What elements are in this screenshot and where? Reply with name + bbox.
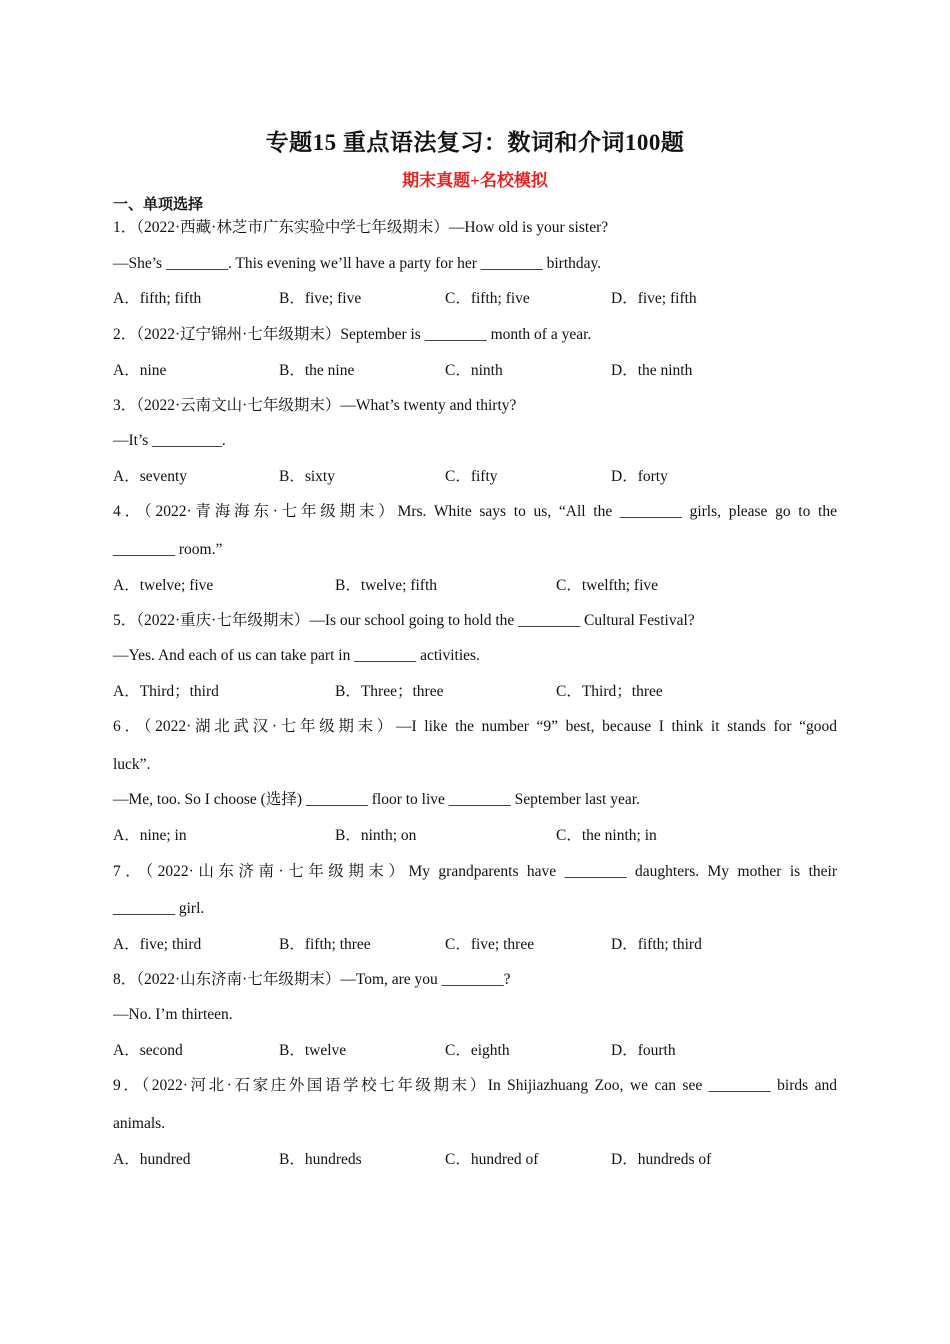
question-9-line-2: animals.: [113, 1115, 166, 1132]
question-3-option-c: C．fifty: [445, 468, 498, 485]
question-2-option-d: D．the ninth: [611, 362, 693, 379]
question-2-option-c: C．ninth: [445, 362, 503, 379]
question-4-line-2: ________ room.”: [113, 541, 223, 558]
question-9-stem: 9．（2022·河北·石家庄外国语学校七年级期末）In Shijiazhuang Zoo, we can see ________ birds and: [113, 1077, 837, 1094]
question-4-option-c: C．twelfth; five: [556, 577, 659, 594]
question-5-option-a: A．Third；third: [113, 683, 219, 700]
question-6-option-b: B．ninth; on: [335, 827, 417, 844]
question-7-option-c: C．five; three: [445, 936, 535, 953]
question-5-option-b: B．Three；three: [335, 683, 444, 700]
question-9-option-a: A．hundred: [113, 1151, 191, 1168]
question-8-option-a: A．second: [113, 1042, 183, 1059]
page-title: 专题15 重点语法复习：数词和介词100题: [265, 130, 685, 155]
question-1-line-2: —She’s ________. This evening we’ll have a party for her ________ birthday.: [113, 255, 602, 272]
question-1-option-b: B．five; five: [279, 290, 362, 307]
question-1-option-c: C．fifth; five: [445, 290, 530, 307]
question-1-option-a: A．fifth; fifth: [113, 290, 202, 307]
question-7-option-d: D．fifth; third: [611, 936, 702, 953]
question-4-option-a: A．twelve; five: [113, 577, 214, 594]
question-2-option-a: A．nine: [113, 362, 167, 379]
question-3-option-a: A．seventy: [113, 468, 188, 485]
question-8-stem: 8．（2022·山东济南·七年级期末）—Tom, are you ________?: [113, 971, 511, 988]
question-8-option-b: B．twelve: [279, 1042, 347, 1059]
question-3-option-b: B．sixty: [279, 468, 335, 485]
question-8-option-c: C．eighth: [445, 1042, 510, 1059]
question-6-line-2: luck”.: [113, 756, 151, 773]
question-6-stem: 6．（2022·湖北武汉·七年级期末）—I like the number “9” best, because I think it stands for “good: [113, 718, 837, 735]
question-2-option-b: B．the nine: [279, 362, 355, 379]
question-7-stem: 7．（2022·山东济南·七年级期末）My grandparents have ________ daughters. My mother is their: [113, 863, 837, 880]
question-8-line-2: —No. I’m thirteen.: [113, 1006, 233, 1023]
question-3-stem: 3．（2022·云南文山·七年级期末）—What’s twenty and thirty?: [113, 397, 517, 414]
question-3-option-d: D．forty: [611, 468, 668, 485]
question-9-option-c: C．hundred of: [445, 1151, 539, 1168]
question-1-stem: 1．（2022·西藏·林芝市广东实验中学七年级期末）—How old is your sister?: [113, 219, 609, 236]
question-6-option-c: C．the ninth; in: [556, 827, 657, 844]
question-3-line-2: —It’s _________.: [113, 432, 226, 449]
page-subtitle: 期末真题+名校模拟: [402, 171, 548, 190]
question-1-option-d: D．five; fifth: [611, 290, 697, 307]
question-4-stem: 4．（2022·青海海东·七年级期末）Mrs. White says to us, “All the ________ girls, please go to the: [113, 503, 837, 520]
question-7-option-a: A．five; third: [113, 936, 202, 953]
question-5-stem: 5．（2022·重庆·七年级期末）—Is our school going to hold the ________ Cultural Festival?: [113, 612, 695, 629]
question-8-option-d: D．fourth: [611, 1042, 676, 1059]
question-5-option-c: C．Third；three: [556, 683, 663, 700]
question-2-stem: 2．（2022·辽宁锦州·七年级期末）September is ________ month of a year.: [113, 326, 592, 343]
question-6-option-a: A．nine; in: [113, 827, 187, 844]
question-7-option-b: B．fifth; three: [279, 936, 371, 953]
question-6-line-3: —Me, too. So I choose (选择) ________ floor to live ________ September last year.: [113, 791, 640, 808]
question-7-line-2: ________ girl.: [113, 900, 205, 917]
section-heading: 一、单项选择: [113, 197, 204, 213]
question-9-option-d: D．hundreds of: [611, 1151, 712, 1168]
question-5-line-2: —Yes. And each of us can take part in ________ activities.: [113, 647, 480, 664]
question-9-option-b: B．hundreds: [279, 1151, 362, 1168]
question-4-option-b: B．twelve; fifth: [335, 577, 438, 594]
